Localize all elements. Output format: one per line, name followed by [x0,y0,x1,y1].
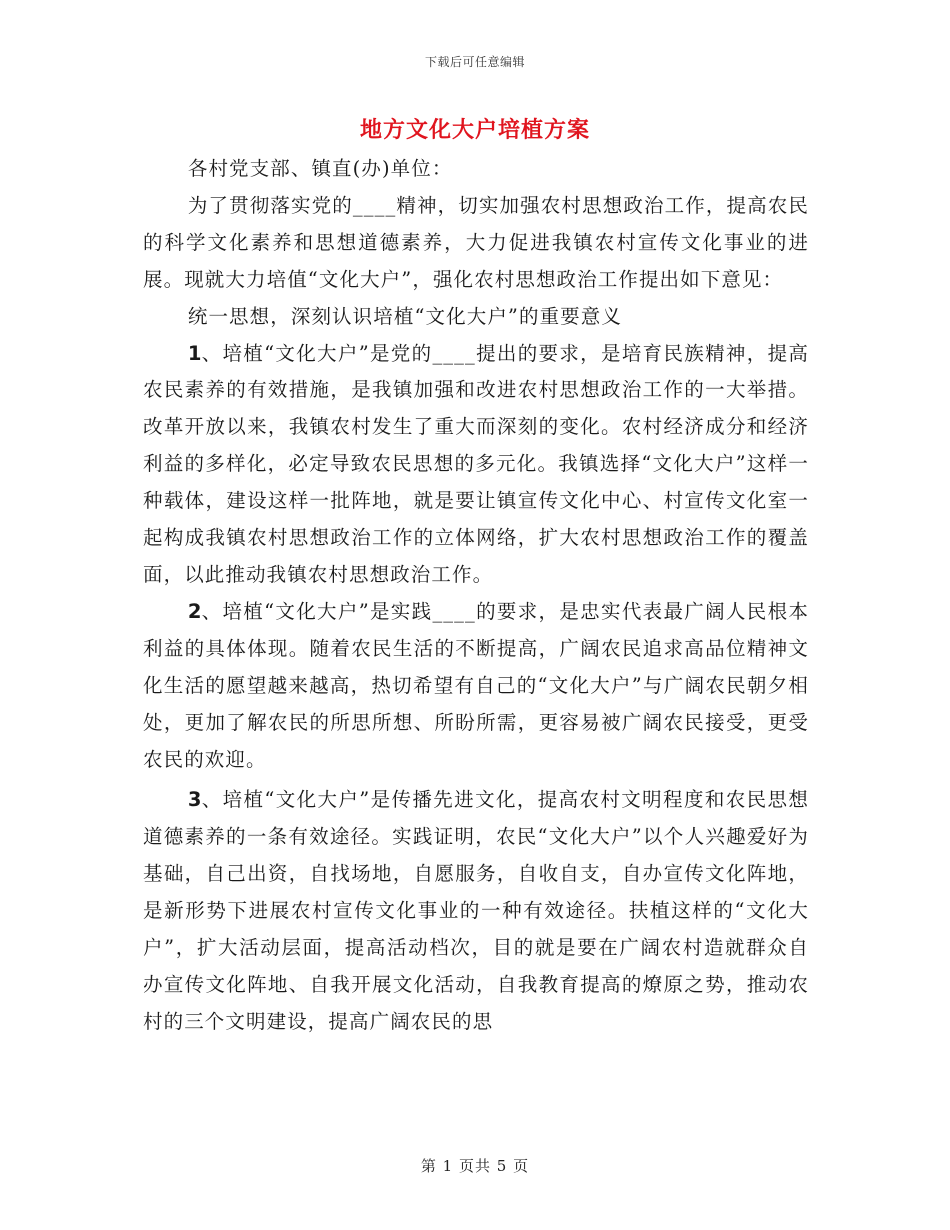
header-note: 下载后可任意编辑 [424,55,525,69]
document-body [143,151,809,1041]
point-text: 、培植“文化大户”是党的____提出的要求，是培育民族精神，提高农民素养的有效措施，是我镇加强和改进农村思想政治工作的一大举措。改革开放以来，我镇农村发生了重大而深刻的变化。农村经济成分和经济利益的多样化，必定导致农民思想的多元化。我镇选择“文化大户”这样一种载体，建设这样一批阵地，就是要让镇宣传文化中心、村宣传文化室一起构成我镇农村思想政治工作的立体网络，扩大农村思想政治工作的覆盖面，以此推动我镇农村思想政治工作。 [143,341,809,586]
point-text: 、培植“文化大户”是传播先进文化，提高农村文明程度和农民思想道德素养的一条有效途径。实践证明，农民“文化大户”以个人兴趣爱好为基础，自己出资，自找场地，自愿服务，自收自支，自办宣传文化阵地，是新形势下进展农村宣传文化事业的一种有效途径。扶植这样的“文化大户”，扩大活动层面，提高活动档次，目的就是要在广阔农村造就群众自办宣传文化阵地、自我开展文化活动，自我教育提高的燎原之势，推动农村的三个文明建设，提高广阔农民的思 [143,788,809,1033]
point-number: 2 [187,599,202,623]
page-number: 第 1 页共 5 页 [420,1157,530,1175]
point-number: 1 [187,341,202,365]
intro-paragraph: 为了贯彻落实党的____精神，切实加强农村思想政治工作，提高农民的科学文化素养和思想道德素养，大力促进我镇农村宣传文化事业的进展。现就大力培值“文化大户”，强化农村思想政治工作提出如下意见： [143,193,809,291]
document-title: 地方文化大户培植方案 [359,117,590,143]
salutation: 各村党支部、镇直(办)单位： [187,157,453,180]
point-paragraph-2 [143,594,809,779]
point-paragraph-1 [143,336,809,594]
point-text: 、培植“文化大户”是实践____的要求，是忠实代表最广阔人民根本利益的具体体现。随着农民生活的不断提高，广阔农民追求高品位精神文化生活的愿望越来越高，热切希望有自己的“文化大户”与广阔农民朝夕相处，更加了解农民的所思所想、所盼所需，更容易被广阔农民接受，更受农民的欢迎。 [143,599,809,771]
section-heading: 统一思想，深刻认识培植“文化大户”的重要意义 [187,304,622,328]
point-number: 3 [187,788,202,812]
point-paragraph-3 [143,782,809,1040]
